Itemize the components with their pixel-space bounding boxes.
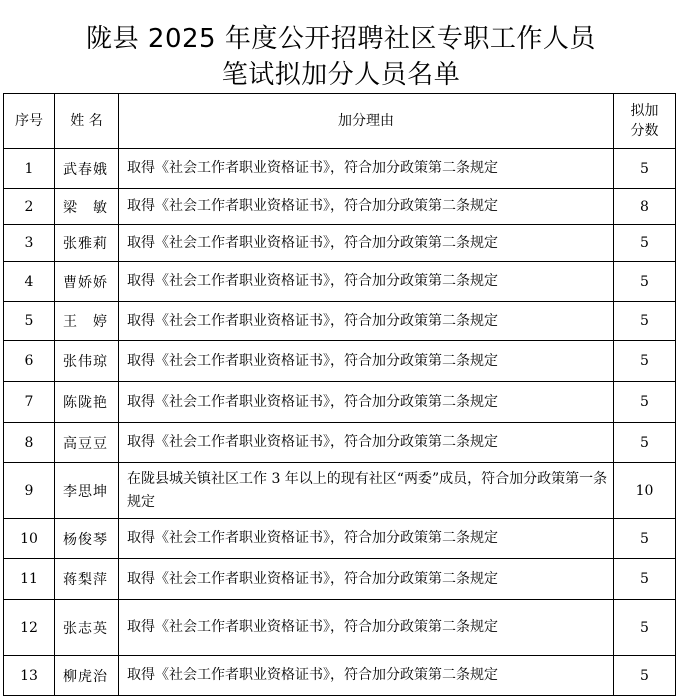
row-no: 10 xyxy=(4,519,55,559)
row-name: 曹娇娇 xyxy=(55,262,119,302)
bonus-points-table xyxy=(3,93,676,696)
table-row xyxy=(4,600,676,656)
row-no: 9 xyxy=(4,463,55,519)
row-no: 4 xyxy=(4,262,55,302)
row-points: 5 xyxy=(614,382,676,423)
row-no: 1 xyxy=(4,149,55,189)
row-points: 5 xyxy=(614,149,676,189)
row-points: 5 xyxy=(614,262,676,302)
row-name: 张伟琼 xyxy=(55,341,119,382)
row-reason: 取得《社会工作者职业资格证书》，符合加分政策第二条规定 xyxy=(119,382,614,423)
table-row xyxy=(4,341,676,382)
row-points: 5 xyxy=(614,302,676,341)
row-reason: 取得《社会工作者职业资格证书》，符合加分政策第二条规定 xyxy=(119,423,614,463)
row-reason: 取得《社会工作者职业资格证书》，符合加分政策第二条规定 xyxy=(119,302,614,341)
row-points: 5 xyxy=(614,341,676,382)
row-no: 2 xyxy=(4,189,55,225)
title-line-1: 陇县 2025 年度公开招聘社区专职工作人员 xyxy=(86,24,596,54)
row-name: 张雅莉 xyxy=(55,225,119,262)
table-row xyxy=(4,463,676,519)
row-points: 5 xyxy=(614,559,676,600)
row-name: 李思坤 xyxy=(55,463,119,519)
row-name: 王 婷 xyxy=(55,302,119,341)
table-row xyxy=(4,262,676,302)
row-name: 蒋梨萍 xyxy=(55,559,119,600)
table-row xyxy=(4,302,676,341)
header-reason: 加分理由 xyxy=(119,94,614,149)
row-reason: 在陇县城关镇社区工作 3 年以上的现有社区“两委”成员，符合加分政策第一条规定 xyxy=(119,463,614,519)
row-points: 8 xyxy=(614,189,676,225)
table-row xyxy=(4,225,676,262)
row-name: 柳虎治 xyxy=(55,656,119,696)
row-reason: 取得《社会工作者职业资格证书》，符合加分政策第二条规定 xyxy=(119,600,614,656)
title-line-2: 笔试拟加分人员名单 xyxy=(221,60,461,90)
row-points: 5 xyxy=(614,656,676,696)
table-row xyxy=(4,382,676,423)
row-name: 武春娥 xyxy=(55,149,119,189)
table-row xyxy=(4,149,676,189)
row-reason: 取得《社会工作者职业资格证书》，符合加分政策第二条规定 xyxy=(119,656,614,696)
table-row xyxy=(4,423,676,463)
header-points xyxy=(614,94,676,149)
row-points: 5 xyxy=(614,600,676,656)
row-points: 5 xyxy=(614,519,676,559)
row-points: 5 xyxy=(614,423,676,463)
row-no: 8 xyxy=(4,423,55,463)
row-points: 5 xyxy=(614,225,676,262)
row-no: 7 xyxy=(4,382,55,423)
row-reason: 取得《社会工作者职业资格证书》，符合加分政策第二条规定 xyxy=(119,262,614,302)
row-no: 11 xyxy=(4,559,55,600)
header-no: 序号 xyxy=(4,94,55,149)
row-reason: 取得《社会工作者职业资格证书》，符合加分政策第二条规定 xyxy=(119,341,614,382)
row-no: 12 xyxy=(4,600,55,656)
table-row xyxy=(4,189,676,225)
header-name: 姓 名 xyxy=(55,94,119,149)
header-points-line-2: 分数 xyxy=(630,123,659,139)
table-row xyxy=(4,656,676,696)
row-reason: 取得《社会工作者职业资格证书》，符合加分政策第二条规定 xyxy=(119,149,614,189)
row-name: 陈陇艳 xyxy=(55,382,119,423)
row-reason: 取得《社会工作者职业资格证书》，符合加分政策第二条规定 xyxy=(119,519,614,559)
row-reason: 取得《社会工作者职业资格证书》，符合加分政策第二条规定 xyxy=(119,225,614,262)
row-no: 5 xyxy=(4,302,55,341)
row-name: 高豆豆 xyxy=(55,423,119,463)
row-name: 杨俊琴 xyxy=(55,519,119,559)
row-points: 10 xyxy=(614,463,676,519)
row-reason: 取得《社会工作者职业资格证书》，符合加分政策第二条规定 xyxy=(119,189,614,225)
row-reason: 取得《社会工作者职业资格证书》，符合加分政策第二条规定 xyxy=(119,559,614,600)
row-no: 6 xyxy=(4,341,55,382)
row-no: 13 xyxy=(4,656,55,696)
table-row xyxy=(4,519,676,559)
row-no: 3 xyxy=(4,225,55,262)
table-header-row xyxy=(4,94,676,149)
row-name: 张志英 xyxy=(55,600,119,656)
table-row xyxy=(4,559,676,600)
header-points-line-1: 拟加 xyxy=(630,103,659,119)
row-name: 梁 敏 xyxy=(55,189,119,225)
